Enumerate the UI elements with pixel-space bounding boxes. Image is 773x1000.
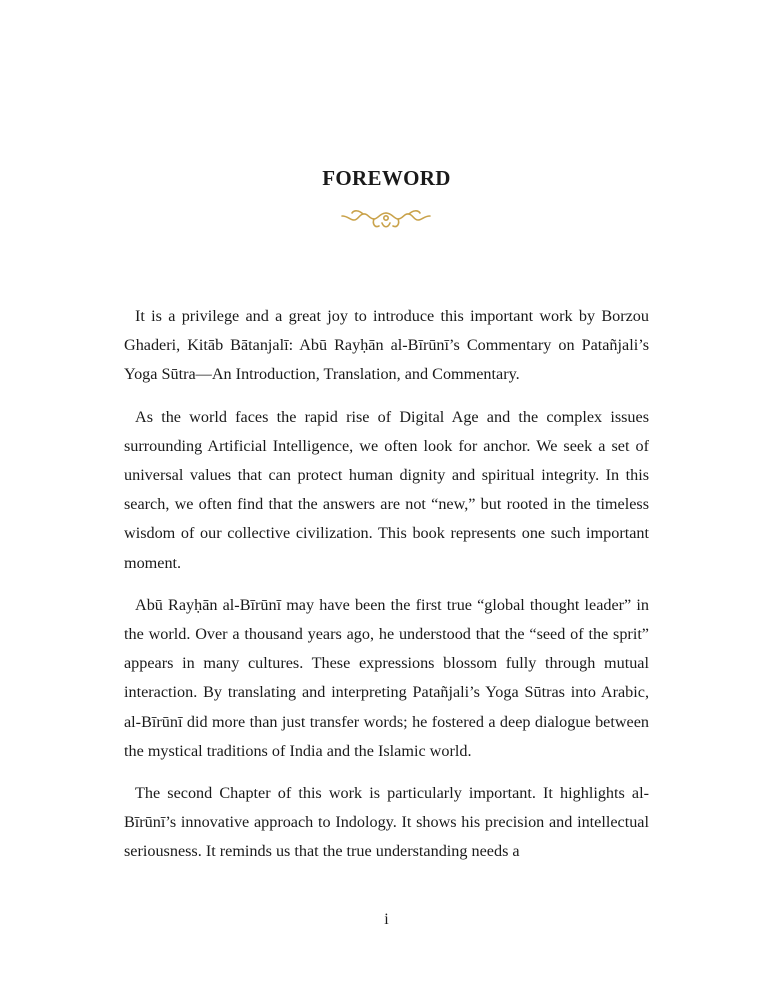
paragraph: Abū Rayḥān al-Bīrūnī may have been the first true “global thought leader” in the world. Over a thousand years ago, he understood that the “seed of the sprit” appears in many cultures. These expressions blossom fully through mutual interaction. By translating and interpreting Patañjali’s Yoga Sūtras into Arabic, al-Bīrūnī did more than just transfer words; he fostered a deep dialogue between the mystical traditions of India and the Islamic world. <box>124 595 649 760</box>
foreword-body <box>124 302 649 880</box>
paragraph: As the world faces the rapid rise of Digital Age and the complex issues surrounding Artificial Intelligence, we often look for anchor. We seek a set of universal values that can protect human dignity and spiritual integrity. In this search, we often find that the answers are not “new,” but rooted in the timeless wisdom of our collective civilization. This book represents one such important moment. <box>124 407 649 572</box>
page-number: i <box>384 911 389 928</box>
page-title: FOREWORD <box>322 166 451 190</box>
gold-flourish-ornament <box>262 204 510 234</box>
paragraph: The second Chapter of this work is particularly important. It highlights al-Bīrūnī’s innovative approach to Indology. It shows his precision and intellectual seriousness. It reminds us that the true understanding needs a <box>124 784 649 861</box>
paragraph: It is a privilege and a great joy to introduce this important work by Borzou Ghaderi, Kitāb Bātanjalī: Abū Rayḥān al-Bīrūnī’s Commentary on Patañjali’s Yoga Sūtra—An Introduction, Translation, and Commentary. <box>124 307 649 384</box>
